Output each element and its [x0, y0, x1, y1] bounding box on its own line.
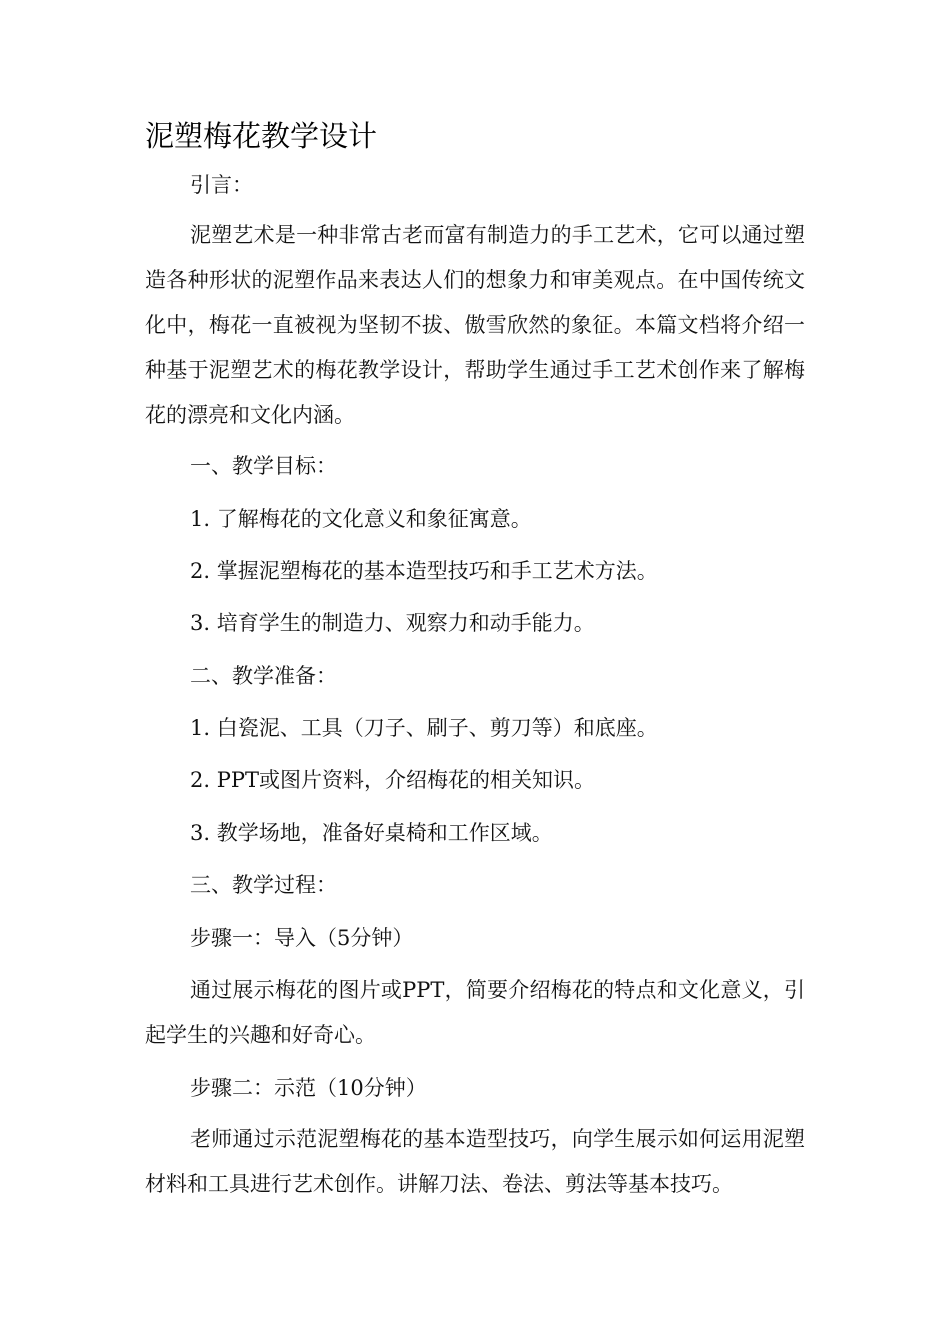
list-item: 3. 培育学生的制造力、观察力和动手能力。	[190, 611, 595, 635]
list-item: 1. 了解梅花的文化意义和象征寓意。	[190, 507, 532, 531]
step-heading: 步骤一：导入（5分钟）	[190, 926, 414, 950]
list-item: 2. 掌握泥塑梅花的基本造型技巧和手工艺术方法。	[190, 559, 658, 583]
section-heading-preparation: 二、教学准备：	[190, 664, 337, 688]
intro-paragraph: 泥塑艺术是一种非常古老而富有制造力的手工艺术，它可以通过塑造各种形状的泥塑作品来表达人们的想象力和审美观点。在中国传统文化中，梅花一直被视为坚韧不拔、傲雪欣然的象征。本篇文档将介绍一种基于泥塑艺术的梅花教学设计，帮助学生通过手工艺术创作来了解梅花的漂亮和文化内涵。	[145, 223, 805, 427]
intro-heading: 引言：	[190, 173, 253, 197]
step-heading: 步骤二：示范（10分钟）	[190, 1076, 427, 1100]
document-title: 泥塑梅花教学设计	[145, 119, 378, 153]
section-heading-objectives: 一、教学目标：	[190, 454, 337, 478]
list-item: 3. 教学场地，准备好桌椅和工作区域。	[190, 821, 553, 845]
list-item: 1. 白瓷泥、工具（刀子、刷子、剪刀等）和底座。	[190, 716, 658, 740]
step-paragraph: 老师通过示范泥塑梅花的基本造型技巧，向学生展示如何运用泥塑材料和工具进行艺术创作。讲解刀法、卷法、剪法等基本技巧。	[145, 1127, 805, 1196]
section-heading-process: 三、教学过程：	[190, 873, 337, 897]
step-paragraph: 通过展示梅花的图片或PPT，简要介绍梅花的特点和文化意义，引起学生的兴趣和好奇心。	[145, 978, 805, 1047]
list-item: 2. PPT或图片资料，介绍梅花的相关知识。	[190, 768, 595, 792]
